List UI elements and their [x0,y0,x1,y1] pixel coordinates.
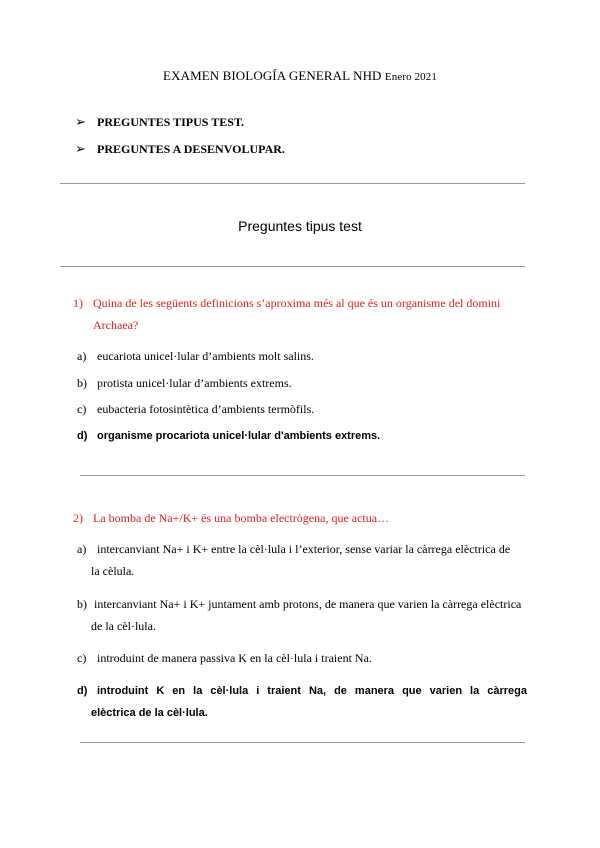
option-text: introduint de manera passiva K en la cèl·lula i traient Na. [97,651,372,665]
question-text: La bomba de Na+/K+ és una bomba electrògena, que actua… [93,511,390,525]
option-letter: c) [77,651,87,665]
option-c [77,398,314,420]
option-text: intercanviant Na+ i K+ entre la cèl·lula i l’exterior, sense variar la càrrega elèctrica de [97,542,511,556]
exam-date: Enero 2021 [384,71,437,83]
option-letter: a) [77,542,87,556]
option-text-continued: la cèlula. [91,564,135,578]
option-d-correct [77,680,527,724]
question-text: Quina de les següents definicions s’aproxima més al que és un organisme del domini [93,296,501,310]
arrow-icon: ➢ [75,114,86,129]
divider [60,266,525,267]
option-letter: c) [77,402,87,416]
option-letter: d) [77,430,88,442]
option-text: protista unicel·lular d’ambients extrems. [97,376,292,390]
option-b [77,372,292,394]
option-text-continued: de la cèl·lula. [91,619,156,633]
question-1 [73,292,533,336]
question-number: 2) [73,511,83,525]
option-a [77,538,532,582]
divider [80,475,525,476]
option-letter: a) [77,349,87,363]
option-text: eucariota unicel·lular d’ambients molt salins. [97,349,314,363]
option-text: eubacteria fotosintètica d’ambients termòfils. [97,402,315,416]
option-letter: b) [77,376,87,390]
section-label: PREGUNTES TIPUS TEST. [97,115,245,129]
option-c [77,647,372,669]
option-letter: d) [77,685,88,697]
divider [80,742,525,743]
option-text: organisme procariota unicel·lular d'ambients extrems. [97,430,381,442]
divider [60,183,525,184]
section-heading: Preguntes tipus test [238,218,362,234]
question-number: 1) [73,296,83,310]
option-text-continued: elèctrica de la cèl·lula. [91,707,208,719]
arrow-icon: ➢ [75,141,86,156]
option-d-correct [77,425,380,447]
section-item-test [75,114,244,130]
section-item-develop [75,141,285,157]
section-label: PREGUNTES A DESENVOLUPAR. [97,142,285,156]
option-b [77,593,532,637]
option-letter: b) [77,597,87,611]
option-text: introduint K en la cèl·lula i traient Na, de manera que varien la càrrega [97,685,527,697]
option-text: intercanviant Na+ i K+ juntament amb protons, de manera que varien la càrrega elèctrica [94,597,522,611]
exam-title: EXAMEN BIOLOGÍA GENERAL NHD [163,68,382,83]
option-a [77,345,314,367]
page-title [0,68,600,84]
question-2 [73,507,389,529]
question-text-continued: Archaea? [93,318,139,332]
